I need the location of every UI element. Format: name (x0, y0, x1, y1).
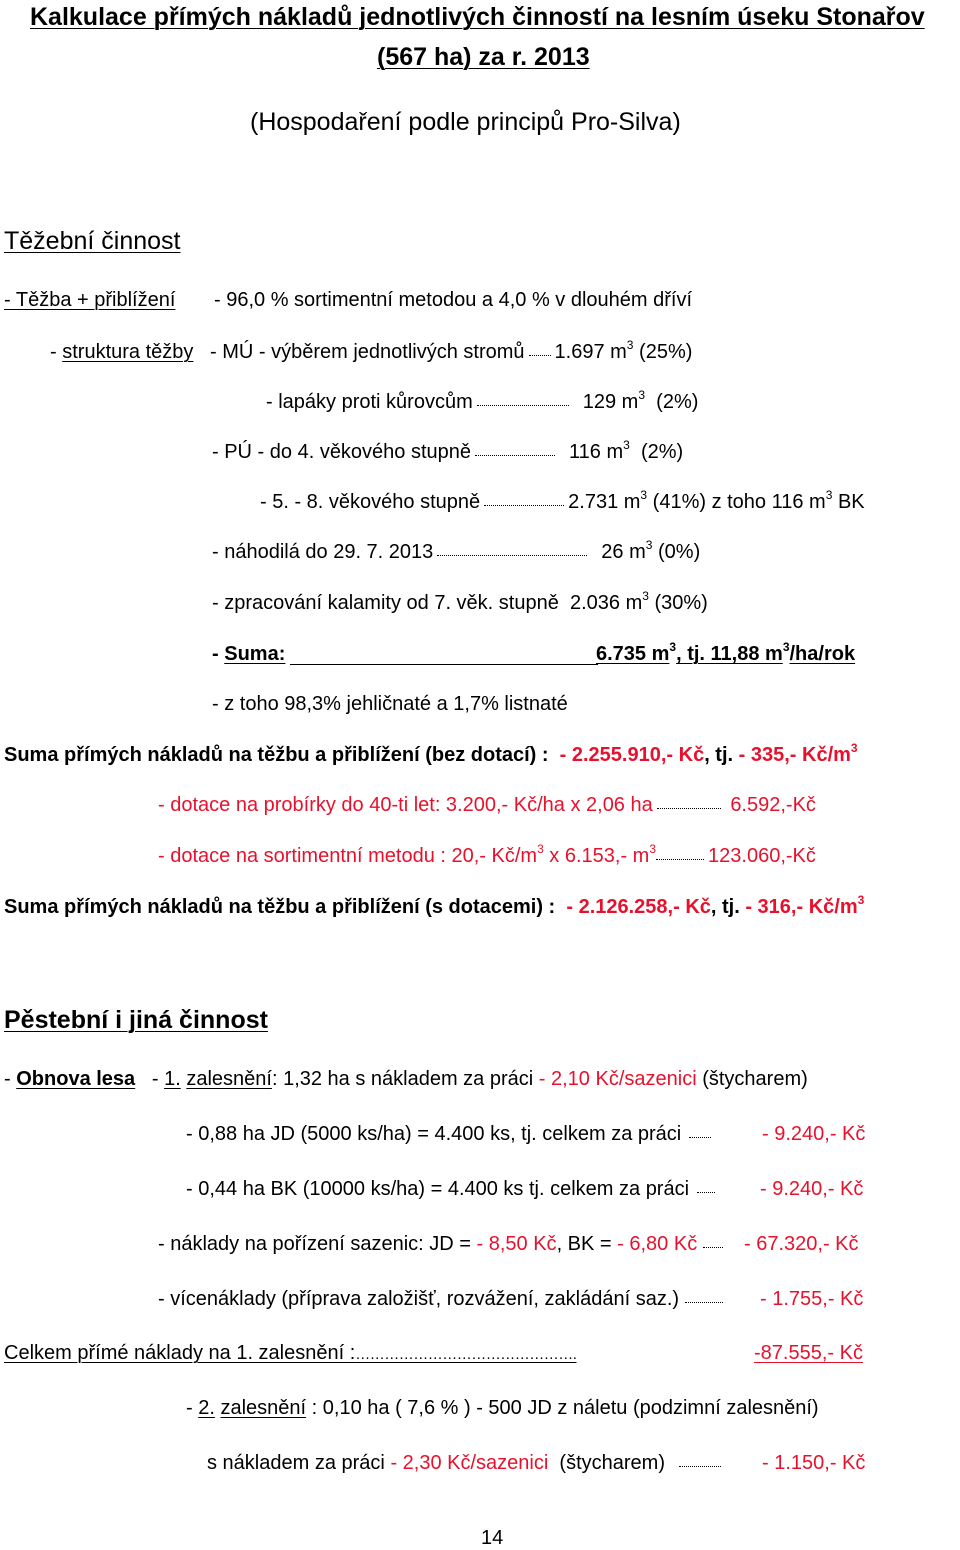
zal1-price: - 2,10 Kč/sazenici (538, 1068, 697, 1090)
kalamita-text: - zpracování kalamity od 7. věk. stupně (212, 592, 559, 614)
zal1-label: zalesnění (186, 1068, 272, 1090)
suma-value: 6.735 m (596, 643, 670, 665)
tezba-label: - Těžba + přiblížení (4, 289, 176, 311)
porizeni-value: - 67.320,- Kč (744, 1233, 859, 1255)
naklady-s-dotacemi-row (4, 895, 864, 919)
vs-row (260, 490, 865, 514)
kalamita-value: 2.036 m (569, 592, 643, 614)
obnova-label: Obnova lesa (16, 1068, 136, 1090)
tezba-text: - 96,0 % sortimentní metodou a 4,0 % v dlouhém dříví (214, 289, 693, 311)
zal2b-price: - 2,30 Kč/sazenici (390, 1452, 549, 1474)
zal2b-text: s nákladem za práci (207, 1452, 385, 1474)
sup-3: 3 (645, 538, 653, 552)
vicenaklady-row (158, 1287, 727, 1311)
mu-row (210, 340, 692, 364)
lapaky-row (266, 390, 698, 414)
porizeni-jd: - 8,50 Kč (476, 1233, 557, 1255)
porizeni-text: - náklady na pořízení sazenic: JD = (158, 1233, 471, 1255)
tezba-row (4, 288, 175, 312)
leader-dots (679, 1465, 721, 1467)
pu-pct: (2%) (640, 441, 684, 463)
jd-text: - 0,88 ha JD (5000 ks/ha) = 4.400 ks, tj. celkem za práci (186, 1123, 682, 1145)
pu-row (212, 440, 683, 464)
sup-3: 3 (640, 488, 648, 502)
sup-3: 3 (669, 640, 677, 654)
porizeni-row (158, 1232, 727, 1256)
dotace1-text: - dotace na probírky do 40-ti let: 3.200,- Kč/ha x 2,06 ha (158, 794, 653, 816)
pu-text: - PÚ - do 4. věkového stupně (212, 441, 472, 463)
dotace1-row (158, 793, 816, 817)
leader-dots (657, 807, 721, 809)
title-line-1: Kalkulace přímých nákladů jednotlivých činností na lesním úseku Stonařov (30, 3, 925, 31)
vs-bk: BK (837, 491, 865, 513)
obnova-prefix: - (4, 1068, 11, 1090)
ztoho-text: - z toho 98,3% jehličnaté a 1,7% listnaté (212, 693, 568, 715)
naklady-s-tj: , tj. (710, 896, 740, 918)
lapaky-text: - lapáky proti kůrovcům (266, 391, 473, 413)
zal2b-tail: (štycharem) (559, 1452, 665, 1474)
dotace2-text: - dotace na sortimentní metodu : 20,- Kč/m (158, 845, 538, 867)
celkem-value: -87.555,- Kč (754, 1342, 863, 1364)
jd-row (186, 1122, 715, 1146)
section-heading-tezebni: Těžební činnost (4, 227, 181, 255)
jd-value: - 9.240,- Kč (762, 1123, 866, 1145)
struktura-label: struktura těžby (62, 341, 194, 363)
naklady-bez-value: - 2.255.910,- Kč (559, 744, 705, 766)
obnova-row (4, 1067, 808, 1091)
dotace2-rest: x 6.153,- m (543, 845, 650, 867)
zal2-text: : 0,10 ha ( 7,6 % ) - 500 JD z náletu (podzimní zalesnění) (306, 1397, 819, 1419)
nahodila-pct: (0%) (658, 541, 701, 563)
naklady-bez-dotaci-row (4, 743, 858, 767)
sup-3: 3 (626, 338, 634, 352)
naklady-bez-tj: , tj. (704, 744, 734, 766)
vicenaklady-value: - 1.755,- Kč (760, 1288, 864, 1310)
zal2-dash: - (186, 1397, 193, 1419)
vs-pct: (41%) z toho 116 m (652, 491, 826, 513)
zal2-num: 2. (198, 1397, 215, 1419)
celkem-label: Celkem přímé náklady na 1. zalesnění : (4, 1342, 356, 1364)
naklady-s-label: Suma přímých nákladů na těžbu a přiblížení (s dotacemi) : (4, 896, 556, 918)
title-line-2: (567 ha) za r. 2013 (377, 43, 590, 71)
lapaky-value: 129 m (582, 391, 639, 413)
zal1-text: : 1,32 ha s nákladem za práci (271, 1068, 534, 1090)
sup-3: 3 (782, 640, 790, 654)
dotace2-value: 123.060,-Kč (708, 845, 816, 867)
porizeni-mid: , BK = (556, 1233, 612, 1255)
struktura-row (50, 340, 193, 364)
zal1-dash: - (151, 1068, 159, 1090)
suma-prefix: - (212, 643, 219, 665)
zal2-label: zalesnění (220, 1397, 307, 1419)
mu-value: 1.697 m (554, 341, 627, 363)
dotace1-value: 6.592,-Kč (730, 794, 816, 816)
sup-3: 3 (850, 741, 858, 755)
kalamita-row (212, 591, 708, 615)
leader-dots (529, 354, 551, 356)
sup-3: 3 (825, 488, 833, 502)
vs-value: 2.731 m (568, 491, 641, 513)
bk-value: - 9.240,- Kč (760, 1178, 864, 1200)
naklady-bez-label: Suma přímých nákladů na těžbu a přiblížení (bez dotací) : (4, 744, 549, 766)
section-heading-pestebni: Pěstební i jiná činnost (4, 1006, 268, 1034)
suma-rest: , tj. 11,88 m (676, 643, 783, 665)
zal1-num: 1. (164, 1068, 181, 1090)
zal2-row (186, 1396, 819, 1420)
zal2b-row (207, 1451, 725, 1475)
naklady-bez-per: - 335,- Kč/m (738, 744, 851, 766)
suma-row-label (212, 642, 285, 666)
nahodila-row (212, 540, 700, 564)
bk-text: - 0,44 ha BK (10000 ks/ha) = 4.400 ks tj. celkem za práci (186, 1178, 690, 1200)
leader-dots (656, 858, 704, 860)
naklady-s-value: - 2.126.258,- Kč (566, 896, 711, 918)
nahodila-value: 26 m (601, 541, 646, 563)
kalamita-pct: (30%) (654, 592, 708, 614)
struktura-prefix: - (50, 341, 57, 363)
celkem-dots: ………………………………………. (355, 1346, 577, 1363)
leader-dots (437, 554, 587, 556)
leader-dots (697, 1191, 715, 1193)
suma-label: Suma: (224, 643, 286, 665)
leader-dots (484, 504, 564, 506)
bk-row (186, 1177, 719, 1201)
mu-text: - MÚ - výběrem jednotlivých stromů (210, 341, 525, 363)
zal1-tail: (štycharem) (702, 1068, 808, 1090)
dotace2-row (158, 844, 816, 868)
vicenaklady-text: - vícenáklady (příprava založišť, rozvážení, zakládání saz.) (158, 1288, 680, 1310)
sup-3: 3 (857, 893, 865, 907)
suma-underline (290, 664, 598, 665)
celkem-row (4, 1341, 576, 1367)
title-line-3: (Hospodaření podle principů Pro-Silva) (250, 108, 681, 136)
lapaky-pct: (2%) (656, 391, 699, 413)
leader-dots (685, 1301, 723, 1303)
suma-value-row (596, 642, 855, 666)
sup-3: 3 (649, 842, 657, 856)
mu-pct: (25%) (639, 341, 693, 363)
sup-3: 3 (623, 438, 630, 452)
leader-dots (689, 1136, 711, 1138)
nahodila-text: - náhodilá do 29. 7. 2013 (212, 541, 434, 563)
page-number: 14 (481, 1527, 504, 1549)
vs-text: - 5. - 8. věkového stupně (260, 491, 481, 513)
sup-3: 3 (537, 842, 544, 856)
leader-dots (475, 454, 555, 456)
porizeni-bk: - 6,80 Kč (617, 1233, 698, 1255)
sup-3: 3 (642, 589, 649, 603)
leader-dots (477, 404, 569, 406)
zal2b-value: - 1.150,- Kč (762, 1452, 866, 1474)
suma-unit: /ha/rok (789, 643, 856, 665)
naklady-s-per: - 316,- Kč/m (745, 896, 858, 918)
pu-value: 116 m (569, 441, 624, 463)
leader-dots (703, 1246, 723, 1248)
sup-3: 3 (638, 388, 646, 402)
